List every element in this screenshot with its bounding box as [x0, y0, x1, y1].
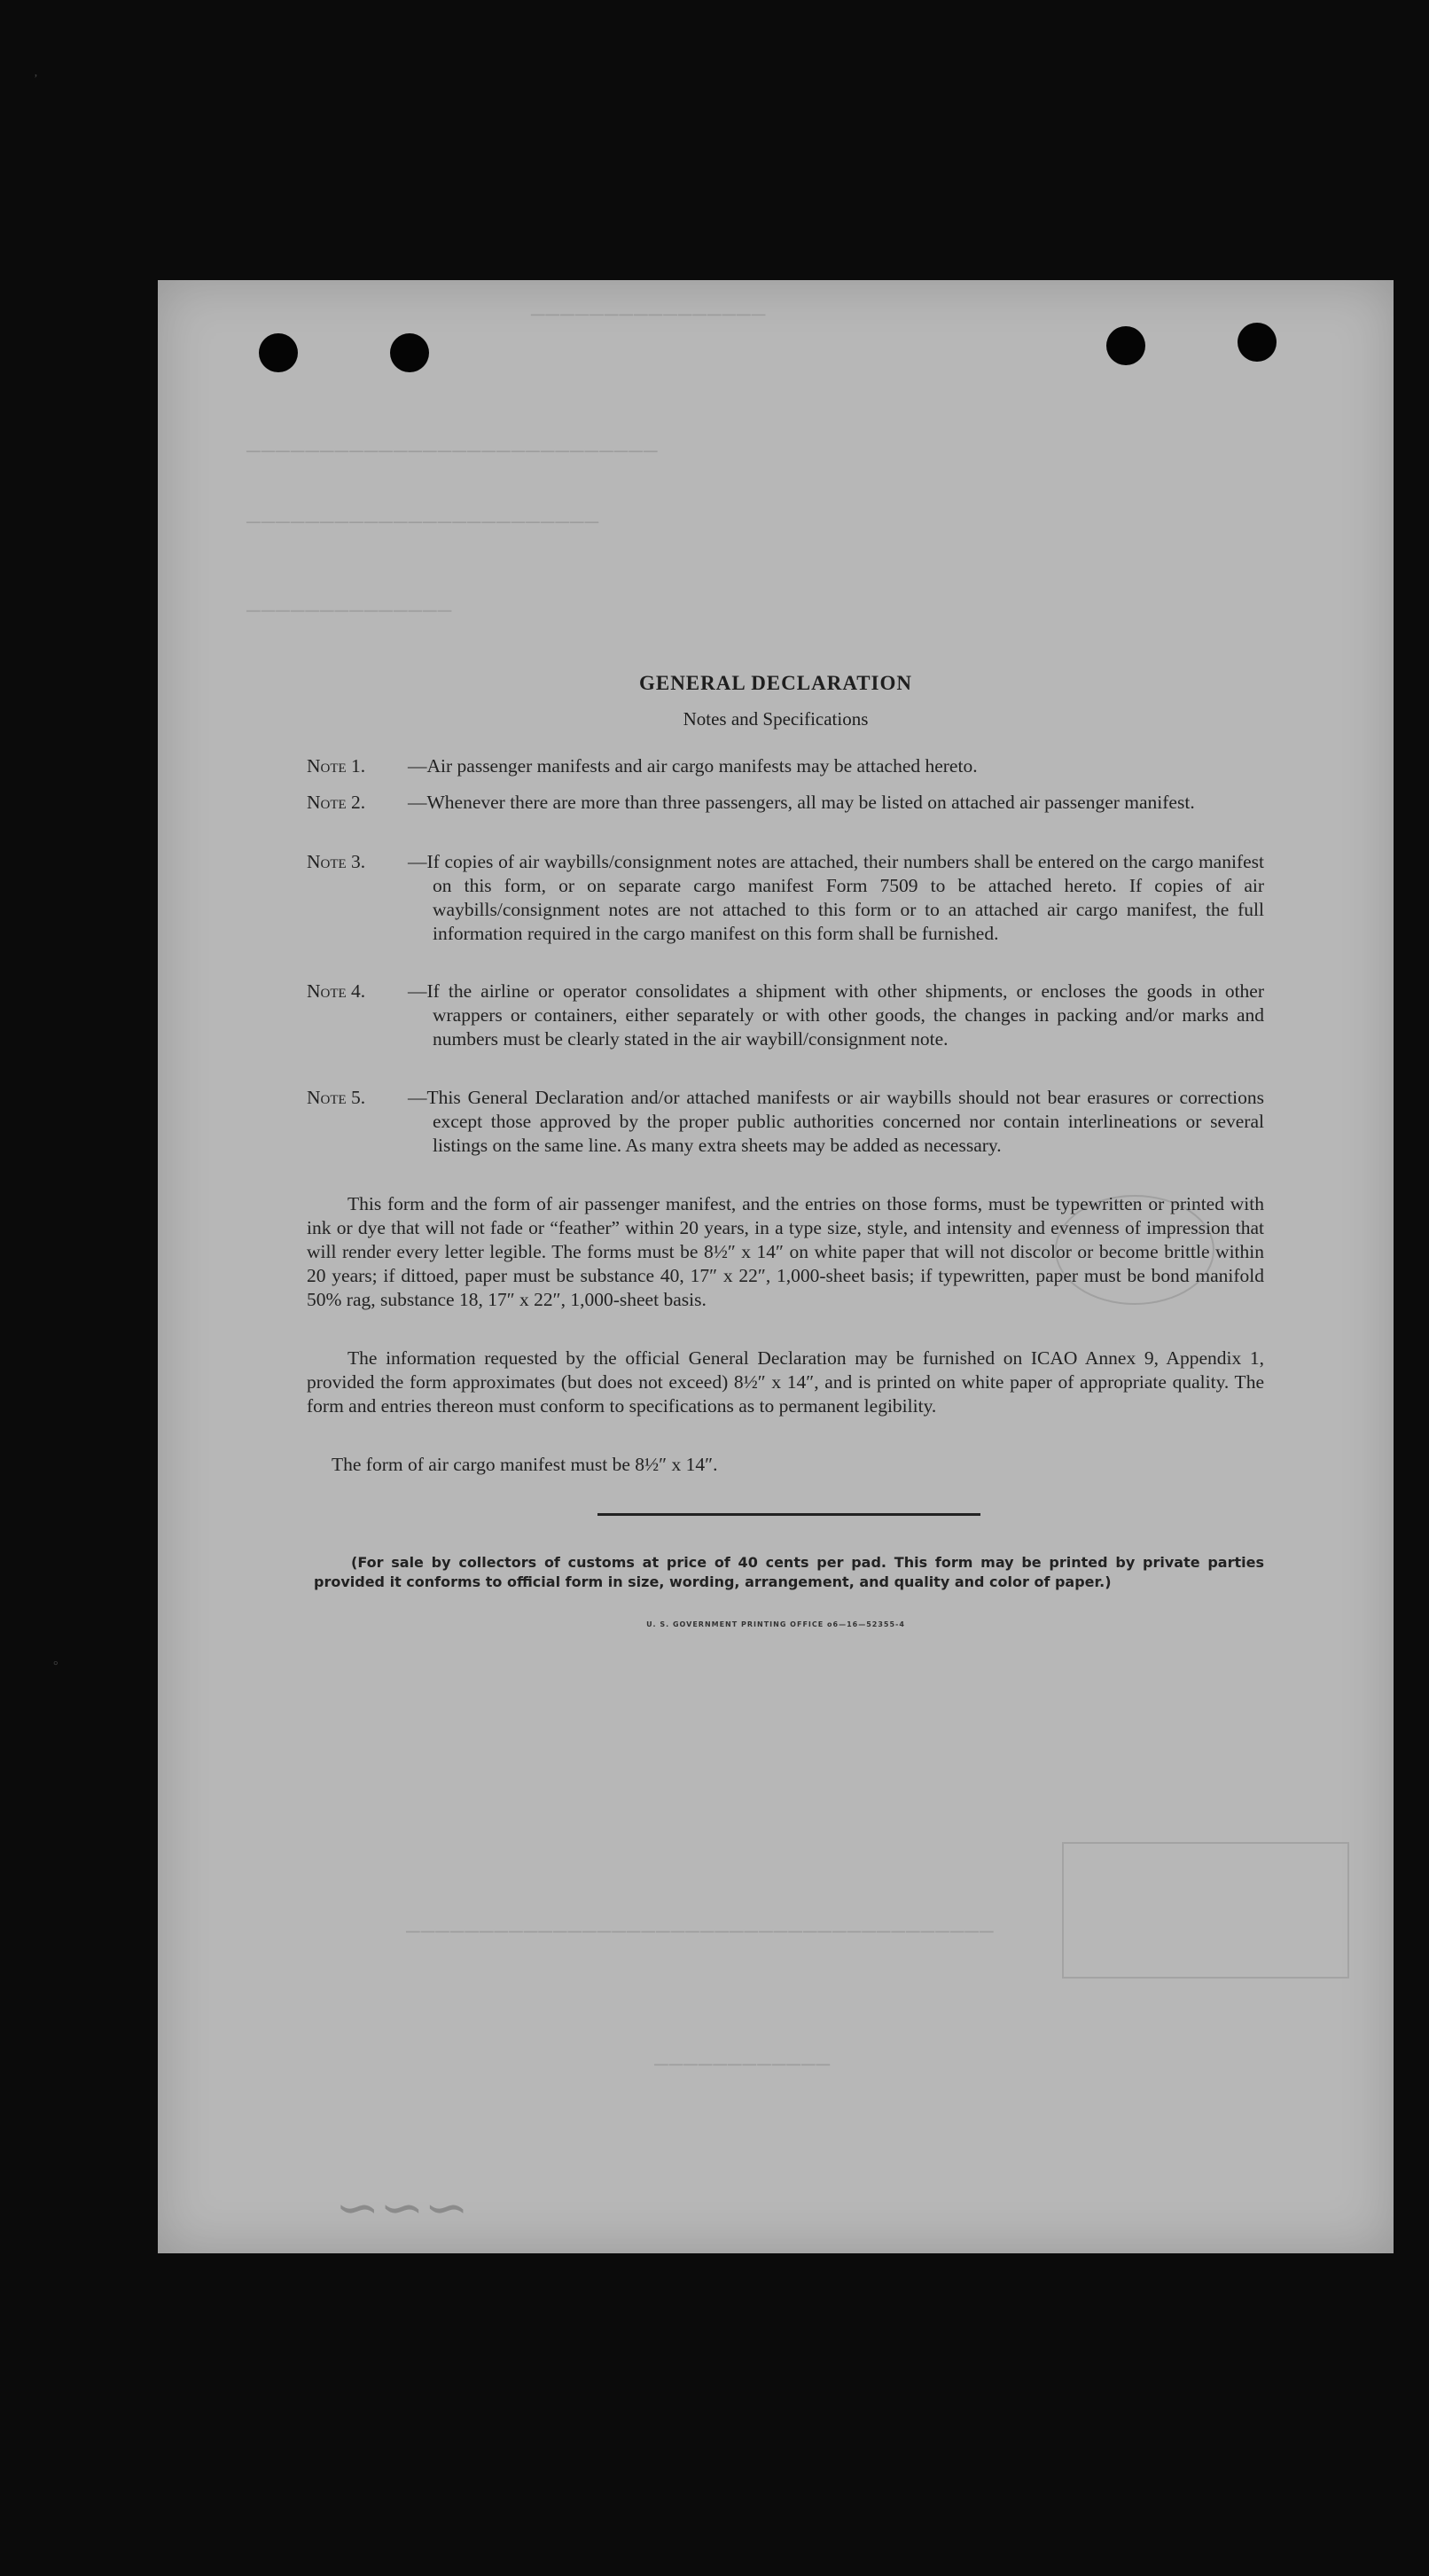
page-subtitle: Notes and Specifications [683, 708, 869, 730]
note-4 [307, 980, 1264, 1051]
punch-hole [390, 333, 429, 372]
sale-note: (For sale by collectors of customs at price of 40 cents per pad. This form may be printed by private parties provided it conforms to official form in size, wording, arrangement, and quality and color of paper.) [314, 1554, 1264, 1590]
film-speck: ° [53, 1659, 59, 1673]
note-label: Note 5. [307, 1087, 366, 1108]
note-text: —If the airline or operator consolidates a shipment with other shipments, or encloses the goods in other wrappers or containers, either separately or with other goods, the changes in packing and/or marks and numbers must be clearly stated in the air waybill/consignment note. [408, 980, 1264, 1050]
note-text: —This General Declaration and/or attached manifests or air waybills should not bear erasures or corrections except those approved by the proper public authorities concerned nor contain interlineations or several listings on the same line. As many extra sheets may be added as necessary. [408, 1087, 1264, 1156]
show-through-text: ────────────── [246, 599, 453, 621]
paragraph-cargo-manifest: The form of air cargo manifest must be 8½″ x 14″. [332, 1454, 718, 1475]
printer-line: U. S. GOVERNMENT PRINTING OFFICE o6—16—52355-4 [646, 1620, 905, 1628]
punch-hole [259, 333, 298, 372]
show-through-text: ──────────────────────── [246, 511, 600, 533]
note-text: —If copies of air waybills/consignment notes are attached, their numbers shall be entered on the cargo manifest on this form, or on separate cargo manifest Form 7509 to be attached hereto. If copies of air waybills/consignment notes are not attached to this form or to an attached air cargo manifest, the full information required in the cargo manifest on this form shall be furnished. [408, 851, 1264, 944]
note-1 [307, 754, 1264, 778]
show-through-text: ──────────────────────────────────────── [406, 1920, 995, 1942]
note-label: Note 3. [307, 851, 366, 872]
document-page [158, 280, 1394, 2253]
show-through-box [1062, 1842, 1349, 1979]
show-through-text: ──────────────────────────── [246, 440, 659, 462]
note-3 [307, 850, 1264, 946]
paragraph-form-specs: This form and the form of air passenger manifest, and the entries on those forms, must be typewritten or printed with ink or dye that will not fade or “feather” within 20 years, in a type size, style, and intensity and evenness of impression that will render every letter legible. The forms must be 8½″ x 14″ on white paper that will not discolor or become brittle within 20 years; if dittoed, paper must be substance 40, 17″ x 22″, 1,000-sheet basis; if typewritten, paper must be bond manifold 50% rag, substance 18, 17″ x 22″, 1,000-sheet basis. [307, 1193, 1264, 1310]
note-text: —Whenever there are more than three passengers, all may be listed on attached air passenger manifest. [408, 792, 1195, 813]
paragraph-icao: The information requested by the official General Declaration may be furnished on ICAO Annex 9, Appendix 1, provided the form approximates (but does not exceed) 8½″ x 14″, and is printed on white paper of appropriate quality. The form and entries thereon must conform to specifications as to permanent legibility. [307, 1347, 1264, 1417]
note-label: Note 1. [307, 755, 366, 777]
page-title: GENERAL DECLARATION [638, 672, 913, 694]
show-through-text: ──────────── [654, 2053, 832, 2075]
note-label: Note 2. [307, 792, 366, 813]
note-5 [307, 1086, 1264, 1158]
note-2 [307, 791, 1264, 815]
show-through-signature: ∽∽∽ [335, 2179, 469, 2237]
punch-hole [1106, 326, 1145, 365]
punch-hole [1238, 323, 1277, 362]
note-label: Note 4. [307, 980, 366, 1002]
signature-rule [597, 1513, 980, 1516]
film-speck: ’ [34, 73, 38, 86]
note-text: —Air passenger manifests and air cargo manifests may be attached hereto. [408, 755, 978, 777]
show-through-text: ──────────────── [530, 303, 766, 325]
